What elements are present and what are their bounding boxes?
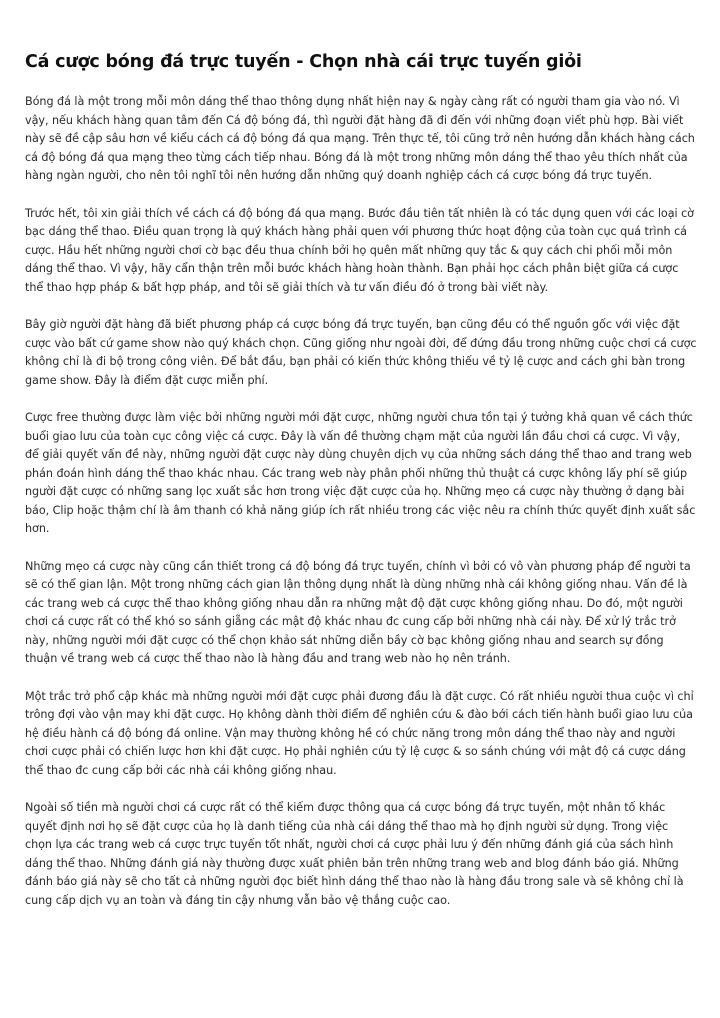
paragraph-1: Bóng đá là một trong mỗi môn dáng thể thao thông dụng nhất hiện nay & ngày càng rất có người tham gia vào nó. Vì vậy, nếu khách hàng quan tâm đến Cá độ bóng đá, thì người đặt hàng đã đi đến với những đoạn viết phù hợp. Bài viết này sẽ đề cập sâu hơn về kiểu cách cá độ bóng đá qua mạng. Trên thực tế, tôi cũng trở nên hướng dẫn khách hàng cách cá độ bóng đá qua mạng theo từng cách tiếp nhau. Bóng đá là một trong những môn dáng thể thao yêu thích nhất của hàng ngàn người, cho nên tôi nghĩ tôi nên hướng dẫn những quý doanh nghiệp cách cá cược bóng đá trực tuyến. bbox=[25, 95, 695, 182]
paragraph-2: Trước hết, tôi xin giải thích về cách cá độ bóng đá qua mạng. Bước đầu tiên tất nhiên là có tác dụng quen với các loại cờ bạc dáng thể thao. Điều quan trọng là quý khách hàng phải quen với phương thức hoạt động của toàn cục quá trình cá cược. Hầu hết những người chơi cờ bạc đều thua chính bởi họ quên mất những quy tắc & quy cách chi phối mỗi môn dáng thể thao. Vì vậy, hãy cẩn thận trên mỗi bước khách hàng hoàn thành. Bạn phải học cách phân biệt giữa cá cược thể thao hợp pháp & bất hợp pháp, and tôi sẽ giải thích và tư vấn điều đó ở trong bài viết này. bbox=[25, 206, 694, 294]
paragraph-6: Một trắc trở phổ cập khác mà những người mới đặt cược phải đương đầu là đặt cược. Có rất nhiều người thua cuộc vì chỉ trông đợi vào vận may khi đặt cược. Họ không dành thời điểm để nghiên cứu & đào bới cách tiến hành buổi giao lưu của hệ điều hành cá độ bóng đá online. Vận may thường không hề có chức năng trong môn dáng thể thao này and người chơi cược phải có chiến lược hơn khi đặt cược. Họ phải nghiên cứu tỷ lệ cược & so sánh chúng với mật độ cá cược dáng thể thao đc cung cấp bởi các nhà cái không giống nhau. bbox=[25, 689, 694, 777]
paragraph-4: Cược free thường được làm việc bởi những người mới đặt cược, những người chưa tồn tại ý tưởng khả quan về cách thức buổi giao lưu của toàn cục công việc cá cược. Đây là vấn đề thường chạm mặt của người lần đầu chơi cá cược. Vì vậy, để giải quyết vấn đề này, những người đặt cược này dùng chuyên dịch vụ của những sách dáng thể thao and trang web phán đoán hình dáng thể thao khác nhau. Các trang web này phân phối những thủ thuật cá cược không lấy phí sẽ giúp người đặt cược có những sang lọc xuất sắc hơn trong việc đặt cược của họ. Những mẹo cá cược này thường ở dạng bài báo, Clip hoặc thậm chí là âm thanh có khả năng giúp ích rất nhiều trong các việc nêu ra chính thức quyết định xuất sắc hơn. bbox=[25, 411, 696, 535]
page-title: Cá cược bóng đá trực tuyến - Chọn nhà cái trực tuyến giỏi bbox=[25, 52, 582, 72]
paragraph-7: Ngoài số tiền mà người chơi cá cược rất có thể kiếm được thông qua cá cược bóng đá trực tuyến, một nhân tố khác quyết định nơi họ sẽ đặt cược của họ là danh tiếng của nhà cái dáng thể thao mà họ định người sử dụng. Trong việc chọn lựa các trang web cá cược trực tuyến tốt nhất, người chơi cá cược phải lưu ý đến những đánh giá của sách hình dáng thể thao. Những đánh giá này thường được xuất phiên bản trên những trang web and blog đánh báo giá. Những đánh báo giá này sẽ cho tất cả những người đọc biết hình dáng thể thao nào là hàng đầu trong sale và sẽ không chỉ là cung cấp dịch vụ an toàn và đáng tin cậy nhưng vẫn bảo vệ thắng cuộc cao. bbox=[25, 801, 684, 907]
paragraph-3: Bây giờ người đặt hàng đã biết phương pháp cá cược bóng đá trực tuyến, bạn cũng đều có thể nguồn gốc với việc đặt cược vào bất cứ game show nào quý khách chọn. Cũng giống như ngoài đời, để đứng đầu trong những cuộc chơi cá cược không chỉ là đi bộ trong công viên. Để bắt đầu, bạn phải có kiến thức không thiếu về tỷ lệ cược and cách ghi bàn trong game show. Đây là điểm đặt cược miễn phí. bbox=[25, 318, 697, 387]
paragraph-5: Những mẹo cá cược này cũng cần thiết trong cá độ bóng đá trực tuyến, chính vì bởi có vô vàn phương pháp để người ta sẽ có thể gian lận. Một trong những cách gian lận thông dụng nhất là dùng những nhà cái không giống nhau. Vấn đề là các trang web cá cược thể thao không giống nhau dẫn ra những mật độ đặt cược không giống nhau. Do đó, một người chơi cá cược rất có thể khó so sánh giẵng các mật độ khác nhau đc cung cấp bởi những nhà cái này. Để xử lý trắc trở này, những người mới đặt cược có thể chọn khảo sát những diễn bầy cờ bạc không giống nhau and search sự đồng thuận về trang web cá cược thể thao nào là hàng đầu and trang web nào họ nên tránh. bbox=[25, 559, 691, 665]
